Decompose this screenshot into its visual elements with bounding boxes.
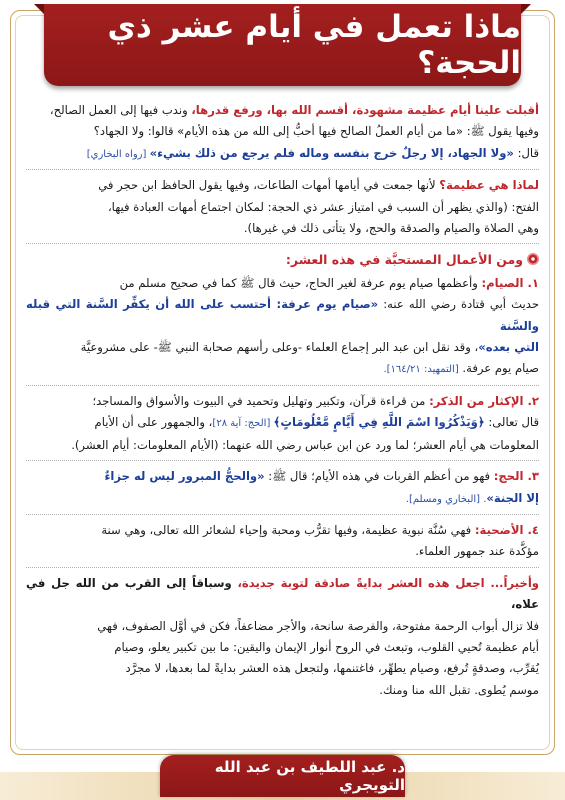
intro-paragraph: [26, 100, 539, 165]
dhikr-label: ٢. الإكثار من الذكر:: [429, 393, 539, 408]
divider: [26, 567, 539, 568]
closing-line-3: أيام عظيمة تُحيي القلوب، وتبعث في الروح أنوار الإيمان واليقين: ما بين تكبير يعلو، وصيام: [114, 639, 539, 654]
page-title: ماذا تعمل في أيام عشر ذي الحجة؟: [44, 4, 521, 86]
fasting-paragraph: [26, 273, 539, 381]
why-question: لماذا هي عظيمة؟: [439, 178, 539, 193]
divider: [26, 243, 539, 244]
divider: [26, 169, 539, 170]
fasting-line-4: صيام يوم عرفة.: [458, 361, 539, 376]
verse-reference: [الحج: آية ٢٨]: [212, 418, 274, 430]
closing-line-4: يُقرِّب، وصدقةٍ تُرفع، وصيام يطهِّر، فاغتنمها، ولتجعل هذه العشر بدايةً لما بعدها، لا مجرَّد: [125, 661, 539, 676]
intro-source: [رواه البخاري]: [86, 148, 150, 160]
dhikr-line-3: المعلومات هي أيام العشر؛ لما ورد عن ابن عباس رضي الله عنهما: (الأيام المعلومات: أيام العشر).: [71, 437, 539, 452]
udhiya-label: ٤. الأضحية:: [474, 522, 539, 537]
fasting-line-2-prefix: حديث أبي قتادة رضي الله عنه:: [378, 297, 539, 312]
quran-verse: ﴿وَيَذْكُرُوا اسْمَ اللَّهِ فِي أَيَّامٍ مَّعْلُومَاتٍ﴾: [273, 415, 485, 430]
fasting-line-1: وأعظمها صيام يوم عرفة لغير الحاج، حيث قال ﷺ كما في صحيح مسلم من: [119, 275, 482, 290]
udhiya-line-1: فهي سُنَّة نبوية عظيمة، وفيها تقرُّب ومحبة وإحياء لشعائر الله تعالى، وهي سنة: [101, 522, 475, 537]
dhikr-line-2: ، والجمهور على أن الأيام: [94, 415, 213, 430]
acts-heading: [26, 249, 539, 270]
closing-highlight: وأخيراً... اجعل هذه العشر بدايةً صادقة لتوبة جديدة،: [237, 575, 540, 590]
closing-line-2: فلا تزال أبواب الرحمة مفتوحة، والفرصة سانحة، والأجر مضاعفاً، فكن في أوَّل الصفوف، فهي: [97, 618, 539, 633]
closing-line-1: وسباقاً إلى القرب من الله جل في علاه،: [26, 575, 539, 612]
closing-line-5: موسم يُطوى. تقبل الله منا ومنك.: [379, 682, 539, 697]
hadith-arafah-end: التي بعده»: [478, 340, 539, 355]
fasting-line-3: ، وقد نقل ابن عبد البر إجماع العلماء -وعلى رأسهم صحابة النبي ﷺ- على مشروعيَّة: [80, 340, 479, 355]
acts-heading-text: ومن الأعمال المستحبَّة في هذه العشر:: [285, 252, 523, 268]
hadith-jihad: «ولا الجهاد، إلا رجلٌ خرج بنفسه وماله فلم يرجع من ذلك بشيء»: [149, 145, 514, 160]
why-paragraph: [26, 175, 539, 239]
hadith-arafah: «صيام يوم عرفة: أحتسب على الله أن يكفِّر السَّنة التي قبله والسَّنة: [26, 297, 539, 333]
hajj-label: ٣. الحج:: [493, 469, 539, 484]
why-line-1: لأنها جمعت في أيامها أمهات الطاعات، وفيها يقول الحافظ ابن حجر في: [98, 178, 440, 193]
hadith-hajj-end: إلا الجنة»: [486, 490, 539, 505]
hajj-line-1: فهو من أعظم القربات في هذه الأيام؛ قال ﷺ:: [264, 469, 494, 484]
intro-highlight: أقبلت علينا أيام عظيمة مشهودة، أقسم الله بها، ورفع قدرها،: [191, 103, 539, 117]
divider: [26, 460, 539, 461]
dhikr-line-2-prefix: قال تعالى:: [484, 415, 539, 430]
hadith-hajj: «والحجُّ المبرور ليس له جزاءٌ: [104, 469, 265, 484]
fasting-source: [التمهيد: ١٦٤/٢١].: [383, 364, 459, 376]
divider: [26, 514, 539, 515]
article-body: [26, 100, 539, 703]
closing-paragraph: [26, 573, 539, 701]
intro-line-2: وفيها يقول ﷺ: «ما من أيام العملُ الصالح فيها أحبُّ إلى الله من هذه الأيام» قالوا: ولا الجهاد؟: [93, 124, 539, 139]
intro-line-3-prefix: قال:: [513, 145, 539, 160]
flower-icon: [527, 253, 539, 265]
fasting-label: ١. الصيام:: [481, 275, 539, 290]
hajj-source: . [البخاري ومسلم].: [405, 493, 487, 505]
divider: [26, 385, 539, 386]
hajj-paragraph: [26, 466, 539, 510]
udhiya-paragraph: [26, 520, 539, 563]
dhikr-paragraph: [26, 391, 539, 456]
udhiya-line-2: مؤكَّدة عند جمهور العلماء.: [415, 544, 539, 559]
why-line-3: وهي الصلاة والصيام والصدقة والحج، ولا يتأتى ذلك في غيرها).: [243, 221, 539, 236]
intro-line-1: وندب فيها إلى العمل الصالح،: [49, 103, 192, 117]
dhikr-line-1: من قراءة قرآن، وتكبير وتهليل وتحميد في البيوت والأسواق والمساجد؛: [92, 393, 430, 408]
author-name: د. عبد اللطيف بن عبد الله التويجري: [160, 755, 405, 797]
why-line-2: الفتح: (والذي يظهر أن السبب في امتياز عشر ذي الحجة: لمكان اجتماع أمهات العبادة فيها،: [107, 199, 539, 214]
